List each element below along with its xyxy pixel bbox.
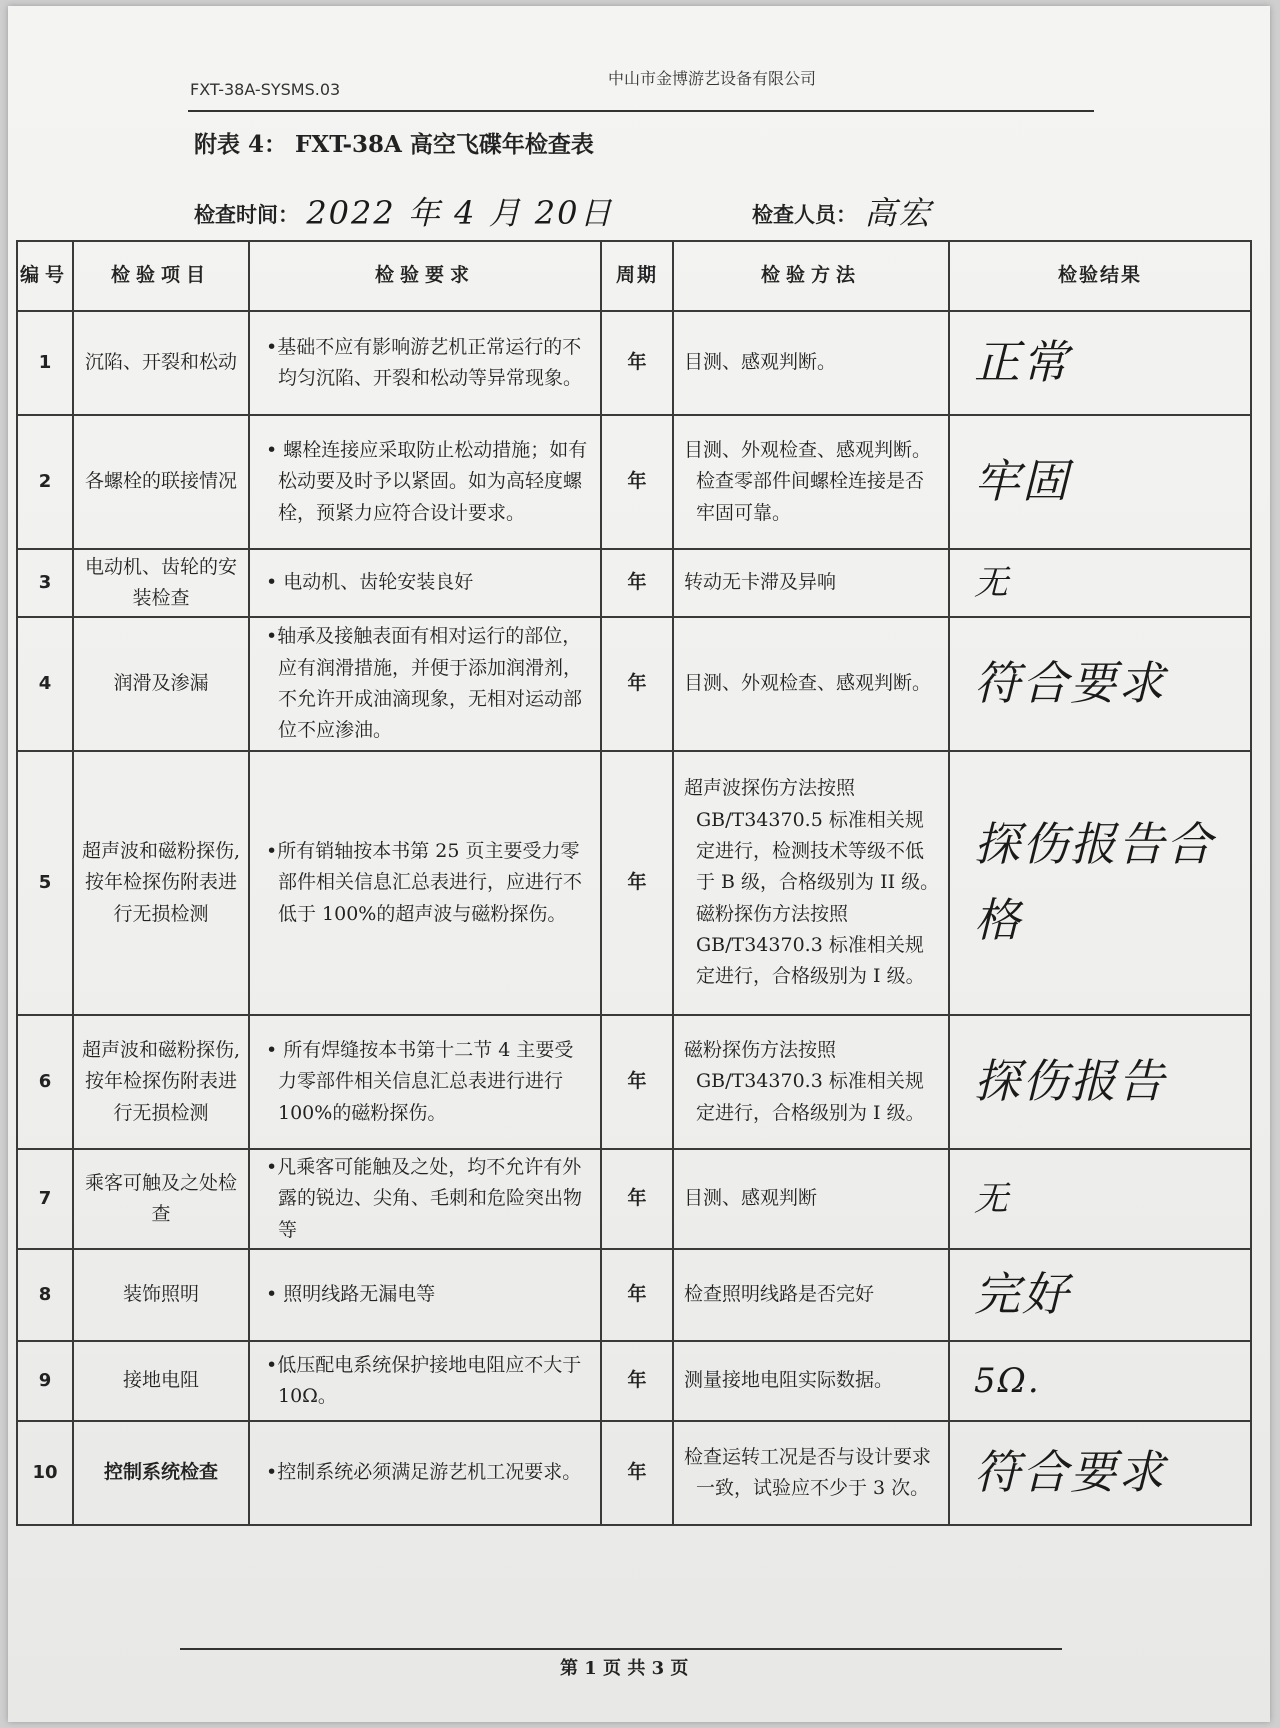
- row-item: 超声波和磁粉探伤,按年检探伤附表进行无损检测: [73, 751, 249, 1015]
- table-row: [17, 1015, 1251, 1149]
- row-result: 完好: [949, 1249, 1251, 1341]
- row-result: 探伤报告合格: [949, 751, 1251, 1015]
- table-row: [17, 549, 1251, 617]
- table-row: [17, 751, 1251, 1015]
- row-no: 7: [17, 1149, 73, 1249]
- row-result: 符合要求: [949, 617, 1251, 751]
- row-requirement: • 螺栓连接应采取防止松动措施；如有松动要及时予以紧固。如为高轻度螺栓，预紧力应符合设计要求。: [249, 415, 601, 549]
- header-item: 检验项目: [73, 241, 249, 311]
- row-no: 5: [17, 751, 73, 1015]
- row-cycle: 年: [601, 1249, 673, 1341]
- row-requirement: •轴承及接触表面有相对运行的部位，应有润滑措施，并便于添加润滑剂，不允许开成油滴现象，无相对运动部位不应渗油。: [249, 617, 601, 751]
- document-code: FXT-38A-SYSMS.03: [190, 80, 341, 99]
- footer-rule: [180, 1648, 1062, 1650]
- row-requirement: •控制系统必须满足游艺机工况要求。: [249, 1421, 601, 1525]
- row-result: 探伤报告: [949, 1015, 1251, 1149]
- row-cycle: 年: [601, 549, 673, 617]
- header-requirement: 检验要求: [249, 241, 601, 311]
- inspection-table: [16, 240, 1252, 1526]
- row-item: 装饰照明: [73, 1249, 249, 1341]
- row-method: 检查运转工况是否与设计要求一致，试验应不少于 3 次。: [673, 1421, 949, 1525]
- row-item: 润滑及渗漏: [73, 617, 249, 751]
- row-item: 超声波和磁粉探伤,按年检探伤附表进行无损检测: [73, 1015, 249, 1149]
- page-number: 第 1 页 共 3 页: [560, 1658, 689, 1679]
- row-cycle: 年: [601, 1341, 673, 1421]
- row-result: 无: [949, 1149, 1251, 1249]
- row-item: 接地电阻: [73, 1341, 249, 1421]
- table-header-row: [17, 241, 1251, 311]
- row-no: 1: [17, 311, 73, 415]
- form-title: 附表 4： FXT-38A 高空飞碟年检查表: [194, 131, 594, 158]
- row-cycle: 年: [601, 617, 673, 751]
- table-row: [17, 1421, 1251, 1525]
- table-row: [17, 1249, 1251, 1341]
- row-no: 6: [17, 1015, 73, 1149]
- inspection-date-label: 检查时间：: [194, 202, 299, 227]
- inspector: [752, 186, 932, 232]
- row-result: 正常: [949, 311, 1251, 415]
- table-row: [17, 1149, 1251, 1249]
- row-requirement: •低压配电系统保护接地电阻应不大于 10Ω。: [249, 1341, 601, 1421]
- row-method: 目测、外观检查、感观判断。检查零部件间螺栓连接是否牢固可靠。: [673, 415, 949, 549]
- row-no: 2: [17, 415, 73, 549]
- row-requirement: •所有销轴按本书第 25 页主要受力零部件相关信息汇总表进行，应进行不低于 100%的超声波与磁粉探伤。: [249, 751, 601, 1015]
- row-cycle: 年: [601, 311, 673, 415]
- row-item: 沉陷、开裂和松动: [73, 311, 249, 415]
- row-requirement: • 电动机、齿轮安装良好: [249, 549, 601, 617]
- inspection-date-value: 2022 年 4 月 20日: [306, 194, 614, 232]
- row-method: 目测、感观判断。: [673, 311, 949, 415]
- header-rule: [188, 110, 1094, 112]
- row-result: 符合要求: [949, 1421, 1251, 1525]
- row-requirement: • 所有焊缝按本书第十二节 4 主要受力零部件相关信息汇总表进行进行 100%的磁粉探伤。: [249, 1015, 601, 1149]
- row-no: 4: [17, 617, 73, 751]
- row-method: 检查照明线路是否完好: [673, 1249, 949, 1341]
- row-method: 目测、感观判断: [673, 1149, 949, 1249]
- row-item: 控制系统检查: [73, 1421, 249, 1525]
- row-cycle: 年: [601, 1015, 673, 1149]
- inspector-label: 检查人员：: [752, 202, 857, 227]
- row-cycle: 年: [601, 1149, 673, 1249]
- header-result: 检验结果: [949, 241, 1251, 311]
- header-no: 编号: [17, 241, 73, 311]
- row-result: 5Ω.: [949, 1341, 1251, 1421]
- row-method: 目测、外观检查、感观判断。: [673, 617, 949, 751]
- row-cycle: 年: [601, 415, 673, 549]
- row-no: 9: [17, 1341, 73, 1421]
- table-row: [17, 415, 1251, 549]
- row-method: 转动无卡滞及异响: [673, 549, 949, 617]
- row-result: 无: [949, 549, 1251, 617]
- row-method: 测量接地电阻实际数据。: [673, 1341, 949, 1421]
- header-method: 检验方法: [673, 241, 949, 311]
- inspector-signature: 高宏: [864, 194, 933, 232]
- row-requirement: • 照明线路无漏电等: [249, 1249, 601, 1341]
- row-item: 各螺栓的联接情况: [73, 415, 249, 549]
- table-row: [17, 1341, 1251, 1421]
- row-cycle: 年: [601, 751, 673, 1015]
- row-requirement: •基础不应有影响游艺机正常运行的不均匀沉陷、开裂和松动等异常现象。: [249, 311, 601, 415]
- row-requirement: •凡乘客可能触及之处，均不允许有外露的锐边、尖角、毛刺和危险突出物等: [249, 1149, 601, 1249]
- row-cycle: 年: [601, 1421, 673, 1525]
- row-method: 磁粉探伤方法按照GB/T34370.3 标准相关规定进行，合格级别为 I 级。: [673, 1015, 949, 1149]
- row-method: 超声波探伤方法按照GB/T34370.5 标准相关规定进行，检测技术等级不低于 B 级，合格级别为 II 级。磁粉探伤方法按照 GB/T34370.3 标准相关规定进行，合格级别为 I 级。: [673, 751, 949, 1015]
- row-no: 3: [17, 549, 73, 617]
- header-cycle: 周期: [601, 241, 673, 311]
- table-row: [17, 311, 1251, 415]
- table-row: [17, 617, 1251, 751]
- row-item: 乘客可触及之处检查: [73, 1149, 249, 1249]
- row-no: 8: [17, 1249, 73, 1341]
- row-result: 牢固: [949, 415, 1251, 549]
- inspection-date: [194, 186, 614, 232]
- company-name: 中山市金博游艺设备有限公司: [608, 69, 817, 88]
- row-no: 10: [17, 1421, 73, 1525]
- row-item: 电动机、齿轮的安装检查: [73, 549, 249, 617]
